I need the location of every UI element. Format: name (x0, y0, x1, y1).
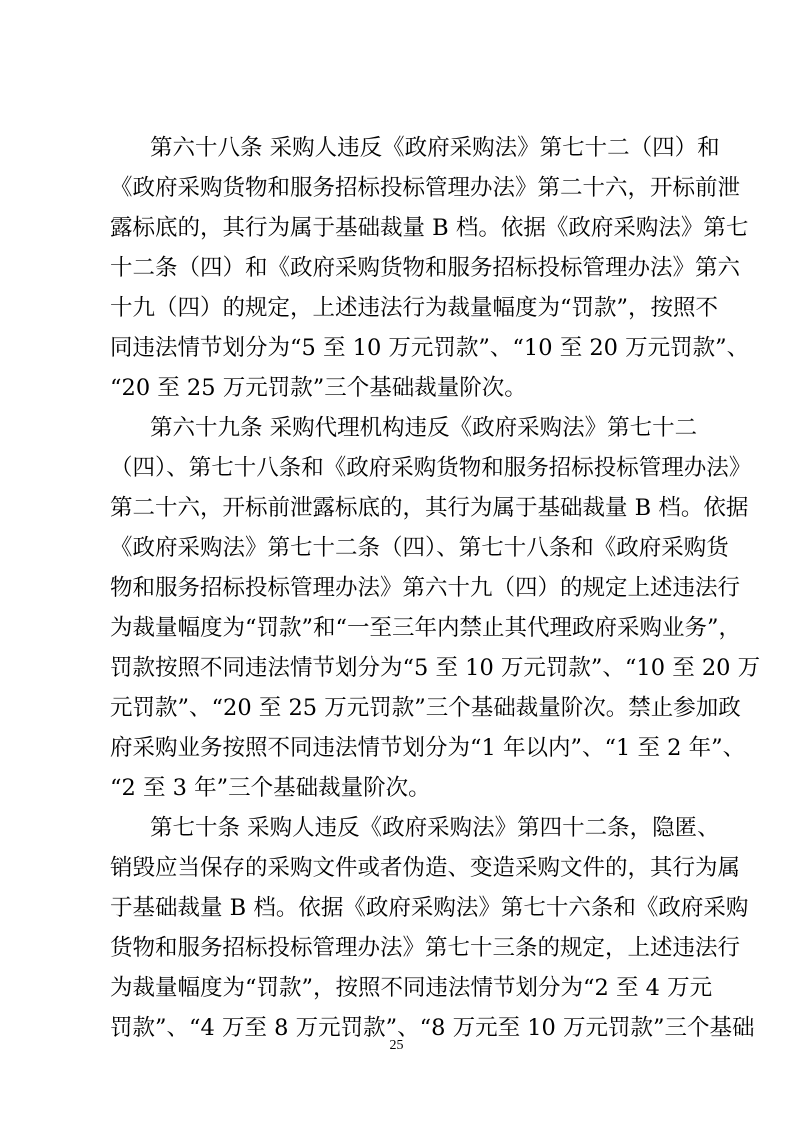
page-number: 25 (389, 1038, 404, 1053)
text-line: 十九（四）的规定，上述违法行为裁量幅度为“罚款”，按照不 (110, 295, 719, 321)
text-line: 销毁应当保存的采购文件或者伪造、变造采购文件的，其行为属 (110, 855, 741, 881)
text-line: 第二十六，开标前泄露标底的，其行为属于基础裁量 B 档。依据 (110, 495, 749, 521)
text-line: （四）、第七十八条和《政府采购货物和服务招标投标管理办法》 (110, 455, 752, 481)
text-line: “2 至 3 年”三个基础裁量阶次。 (110, 775, 431, 801)
text-line: 于基础裁量 B 档。依据《政府采购法》第七十六条和《政府采购 (110, 895, 749, 921)
text-line: 物和服务招标投标管理办法》第六十九（四）的规定上述违法行 (110, 575, 741, 601)
text-line: 露标底的，其行为属于基础裁量 B 档。依据《政府采购法》第七 (110, 215, 749, 241)
text-line: 府采购业务按照不同违法情节划分为“1 年以内”、“1 至 2 年”、 (110, 735, 746, 761)
text-line: 第六十八条 采购人违反《政府采购法》第七十二（四）和 (150, 135, 720, 161)
text-line: 《政府采购法》第七十二条（四）、第七十八条和《政府采购货 (110, 535, 729, 561)
text-line: 第六十九条 采购代理机构违反《政府采购法》第七十二 (150, 415, 698, 441)
text-line: “20 至 25 万元罚款”三个基础裁量阶次。 (110, 375, 527, 401)
text-line: 罚款按照不同违法情节划分为“5 至 10 万元罚款”、“10 至 20 万 (110, 655, 761, 681)
text-line: 为裁量幅度为“罚款”，按照不同违法情节划分为“2 至 4 万元 (110, 975, 713, 1001)
text-line: 同违法情节划分为“5 至 10 万元罚款”、“10 至 20 万元罚款”、 (110, 335, 750, 361)
text-line: 罚款”、“4 万至 8 万元罚款”、“8 万元至 10 万元罚款”三个基础 (110, 1015, 755, 1041)
text-line: 十二条（四）和《政府采购货物和服务招标投标管理办法》第六 (110, 255, 741, 281)
text-line: 为裁量幅度为“罚款”和“一至三年内禁止其代理政府采购业务”， (110, 615, 742, 641)
text-line: 《政府采购货物和服务招标投标管理办法》第二十六，开标前泄 (110, 175, 741, 201)
text-line: 货物和服务招标投标管理办法》第七十三条的规定，上述违法行 (110, 935, 741, 961)
text-line: 第七十条 采购人违反《政府采购法》第四十二条，隐匿、 (150, 815, 720, 841)
text-line: 元罚款”、“20 至 25 万元罚款”三个基础裁量阶次。禁止参加政 (110, 695, 741, 721)
